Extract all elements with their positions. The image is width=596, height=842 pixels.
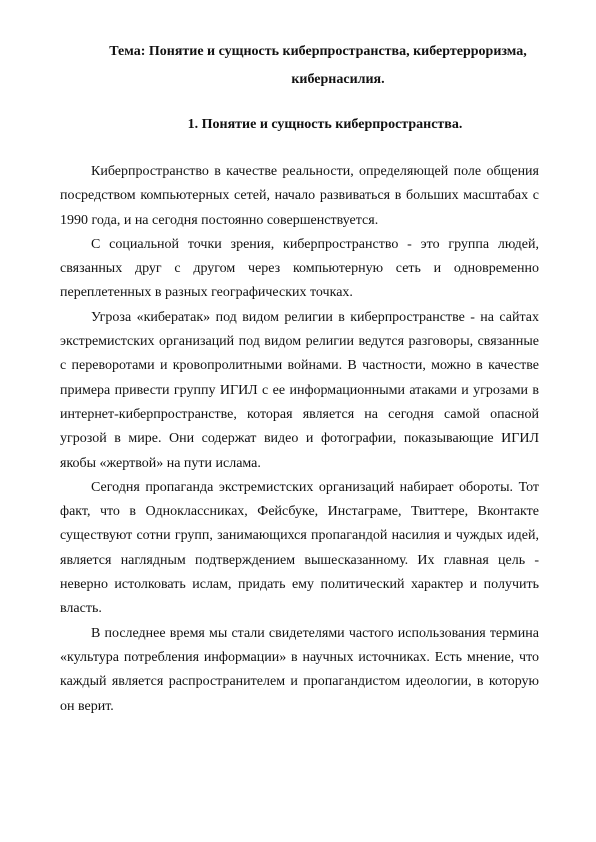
paragraph-5: В последнее время мы стали свидетелями частого использования термина «культура потребления информации» в научных источниках. Есть мнение, что каждый является распространителем и пропагандистом идеологии, в которую он верит. [60, 625, 539, 714]
document-title [60, 38, 560, 94]
title-line-2: кибернасилия. [291, 72, 385, 87]
title-line-1: Тема: Понятие и сущность киберпространства, кибертерроризма, [109, 44, 527, 59]
paragraph-1: Киберпространство в качестве реальности, определяющей поле общения посредством компьютерных сетей, начало развиваться в больших масштабах с 1990 года, и на сегодня постоянно совершенствуется. [60, 164, 539, 228]
section-heading: 1. Понятие и сущность киберпространства. [187, 117, 463, 132]
body-text [60, 160, 539, 719]
paragraph-3: Угроза «кибератак» под видом религии в киберпространстве - на сайтах экстремистских организаций под видом религии ведутся разговоры, связанные с переворотами и кровопролитными войнами. В частности, можно в качестве примера привести группу ИГИЛ с ее информационными атаками и угрозами в интернет-киберпространстве, которая является на сегодня самой опасной угрозой в мире. Они содержат видео и фотографии, показывающие ИГИЛ якобы «жертвой» на пути ислама. [60, 309, 539, 471]
paragraph-4: Сегодня пропаганда экстремистских организаций набирает обороты. Тот факт, что в Одноклассниках, Фейсбуке, Инстаграме, Твиттере, Вконтакте существуют сотни групп, занимающихся пропагандой насилия и чуждых идей, является наглядным подтверждением вышесказанному. Их главная цель - неверно истолковать ислам, придать ему политический характер и получить власть. [60, 479, 539, 617]
paragraph-2: С социальной точки зрения, киберпространство - это группа людей, связанных друг с другом через компьютерную сеть и одновременно переплетенных в разных географических точках. [60, 236, 539, 301]
